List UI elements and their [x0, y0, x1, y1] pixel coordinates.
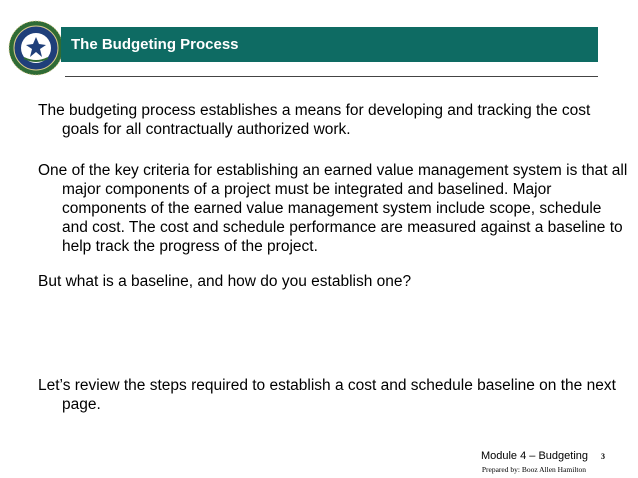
body-paragraph: The budgeting process establishes a means for developing and tracking the cost goals for all contractually authorized work.	[38, 102, 591, 138]
body-paragraph: But what is a baseline, and how do you establish one?	[38, 273, 412, 290]
page-title: The Budgeting Process	[71, 36, 239, 53]
title-divider	[65, 76, 598, 77]
page-number: 3	[601, 452, 605, 461]
module-label: Module 4 – Budgeting	[480, 450, 588, 462]
prepared-by-label: Prepared by: Booz Allen Hamilton	[481, 465, 586, 474]
body-paragraph: Let’s review the steps required to establish a cost and schedule baseline on the next page.	[38, 377, 616, 413]
doe-seal-icon	[8, 20, 64, 76]
body-paragraph: One of the key criteria for establishing an earned value management system is that all major components of a project must be integrated and baselined. Major components of the earned value management system include scope, schedule and cost. The cost and schedule performance are measured against a baseline to help track the progress of the project.	[38, 162, 628, 255]
title-bar	[61, 27, 598, 62]
